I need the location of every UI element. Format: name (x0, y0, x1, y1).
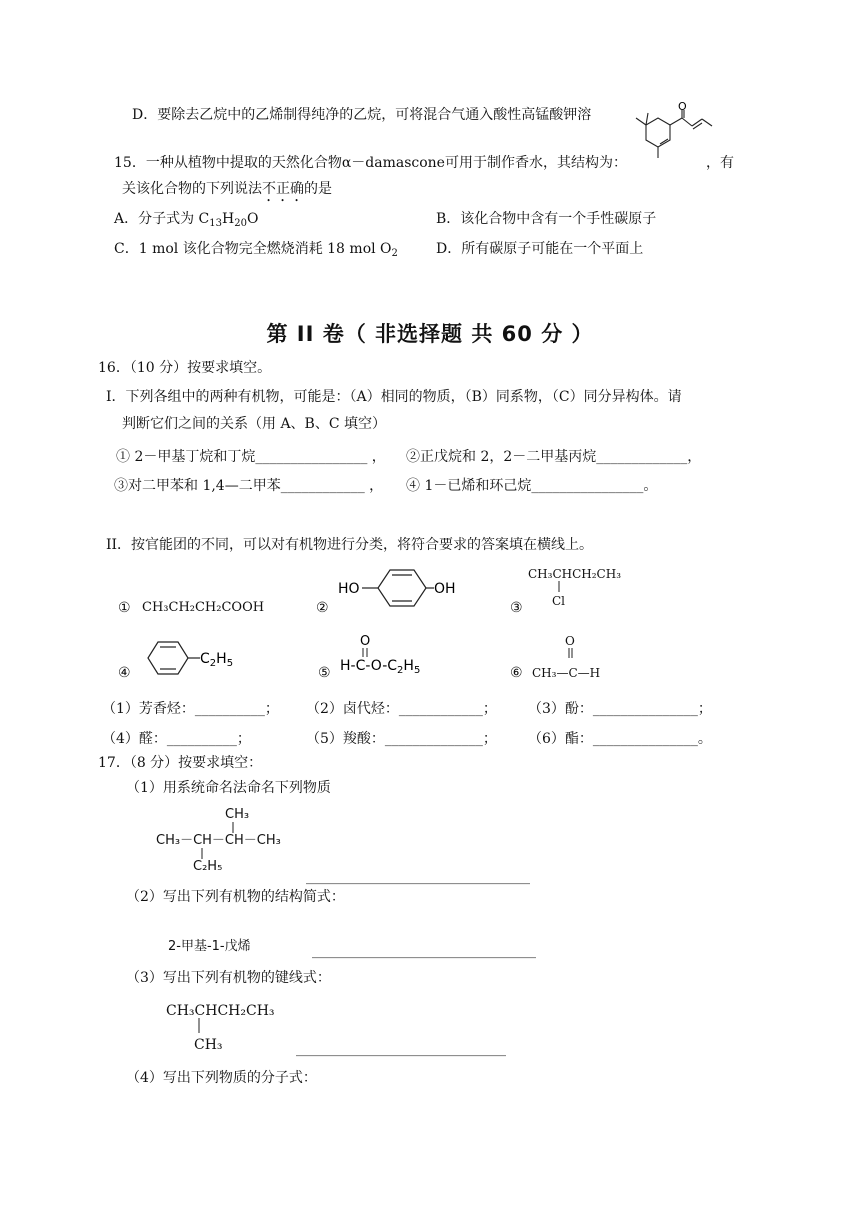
q16-part1-line1: I．下列各组中的两种有机物，可能是：（A）相同的物质，（B）同系物，（C）同分异构体。请 (106, 389, 682, 405)
q17-p3-blank: ______________________________ (296, 1041, 506, 1057)
q17-p2-blank: ________________________________ (312, 943, 536, 959)
q17-p1-top-ch3: CH₃ (225, 807, 250, 822)
q17-p3-bottom: CH₃ (194, 1037, 223, 1053)
q15-stem-line2 (122, 180, 332, 205)
c4-c: C (200, 651, 210, 667)
c2-number: ② (316, 600, 329, 616)
c5-sub2: 2 (397, 665, 404, 676)
damascone-structure (626, 100, 714, 170)
c3-chain: CH₃CHCH₂CH₃ (528, 567, 622, 581)
answer-phenol: （3）酚：_______________； (528, 701, 712, 717)
c4-number: ④ (118, 665, 131, 681)
answer-halide: （2）卤代烃：____________； (306, 701, 497, 717)
c5-h: H (403, 658, 414, 674)
answer-ester: （6）酯：_______________。 (528, 731, 712, 747)
c4-sub2: 2 (209, 658, 217, 669)
c3-number: ③ (510, 600, 523, 616)
c5-o: O (360, 634, 371, 649)
answer-aldehyde: （4）醛：__________； (102, 731, 251, 747)
q16-part2-line: II．按官能团的不同，可以对有机物进行分类，将符合要求的答案填在横线上。 (106, 537, 594, 553)
q16-part1-line2: 判断它们之间的关系（用 A、B、C 填空） (122, 416, 387, 432)
c6-o: O (565, 634, 575, 648)
svg-text:C2H5 (200, 651, 233, 669)
q16-row1-a: ① 2－甲基丁烷和丁烷________________ ， (116, 449, 386, 465)
q16-row2-a: ③对二甲苯和 1,4—二甲苯____________ ， (114, 478, 384, 494)
q17-p1-blank: ________________________________ (306, 869, 530, 885)
q15-a-text: A．分子式为 C (114, 211, 210, 227)
q17-p3-bond (196, 1018, 202, 1034)
q15-a-sub20: 20 (234, 218, 247, 229)
q15-a-h: H (222, 211, 235, 227)
q14-option-d: D．要除去乙烷中的乙烯制得纯净的乙烷，可将混合气通入酸性高锰酸钾溶 (132, 107, 592, 123)
c5-sub5: 5 (413, 665, 421, 676)
c1-formula: CH₃CH₂CH₂COOH (142, 600, 265, 615)
q16-row2-b: ④ 1－已烯和环己烷________________。 (406, 478, 658, 494)
c6-chain: CH₃—C—H (532, 666, 601, 680)
q15-stem-line1-end: ，有 (706, 155, 734, 171)
c3-cl: Cl (552, 594, 566, 608)
ethylbenzene-structure (144, 636, 254, 680)
q15-a-sub13: 13 (209, 218, 223, 229)
q15-stem-line1: 15．一种从植物中提取的天然化合物α－damascone可用于制作香水，其结构为： (114, 155, 627, 171)
q15-c-text: C．1 mol 该化合物完全燃烧消耗 18 mol O (114, 241, 392, 257)
q15-option-a (114, 210, 258, 228)
q17-p2-name: 2-甲基-1-戊烯 (168, 939, 251, 954)
answer-acid: （5）羧酸：______________； (306, 731, 497, 747)
c1-number: ① (118, 600, 131, 616)
c6-number: ⑥ (510, 665, 523, 681)
c2-ho-label: HO (338, 581, 360, 597)
c6-double-bond (566, 648, 576, 660)
q16-row1-b: ②正戊烷和 2，2－二甲基丙烷_____________， (406, 449, 702, 465)
ethyl-formate-structure (336, 632, 446, 678)
carbonyl-o-label: O (678, 100, 687, 113)
q15-stem2-post: 的是 (304, 181, 332, 197)
q15-option-d: D．所有碳原子可能在一个平面上 (436, 241, 644, 257)
q17-p1-bottom-c2h5: C₂H₅ (193, 859, 223, 874)
q15-c-sub2: 2 (391, 248, 398, 259)
hydroquinone-structure (334, 562, 464, 612)
q15-option-c (114, 240, 398, 258)
q17-head: 17．（8 分）按要求填空： (98, 755, 263, 771)
c2-oh-label: OH (434, 581, 456, 597)
q17-p1-main-chain: CH₃－CH－CH－CH₃ (156, 833, 281, 848)
q17-part2: （2）写出下列有机物的结构简式： (126, 889, 345, 905)
svg-text:H-C-O-C2H5 (340, 658, 420, 676)
q17-part4: （4）写出下列物质的分子式： (126, 1070, 317, 1086)
c4-h: H (216, 651, 227, 667)
q15-option-b: B．该化合物中含有一个手性碳原子 (436, 211, 657, 227)
q16-head: 16．（10 分）按要求填空。 (98, 360, 272, 376)
answer-aromatic: （1）芳香烃：__________； (102, 701, 279, 717)
q17-part1: （1）用系统命名法命名下列物质 (126, 780, 331, 796)
section-title: 第 II 卷（ 非选择题 共 60 分 ） (266, 322, 594, 346)
q15-a-o: O (246, 211, 259, 227)
q15-stem2-emphasis: 不正确 (262, 181, 304, 197)
q17-part3: （3）写出下列有机物的键线式： (126, 970, 331, 986)
q15-stem2-pre: 关该化合物的下列说法 (122, 181, 262, 197)
c5-chain: H-C-O-C (340, 658, 398, 674)
c4-sub5: 5 (226, 658, 234, 669)
q17-p3-main: CH₃CHCH₂CH₃ (166, 1003, 275, 1019)
c5-number: ⑤ (318, 665, 331, 681)
